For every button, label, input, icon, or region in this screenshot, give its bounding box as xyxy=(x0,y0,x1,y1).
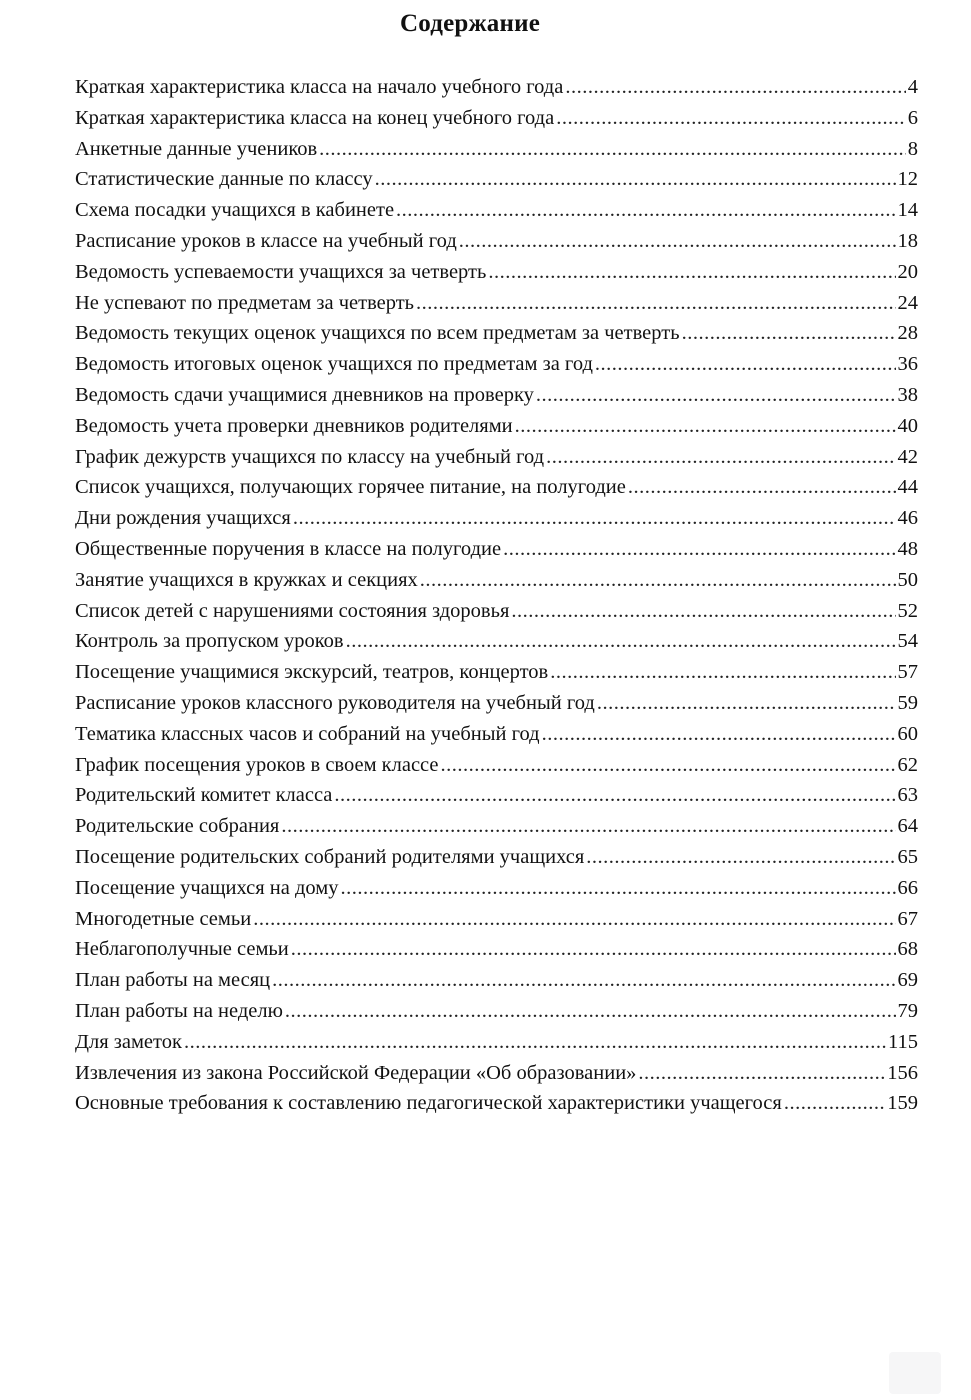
toc-entry[interactable] xyxy=(75,1027,918,1058)
toc-entry-title: Тематика классных часов и собраний на учебный год xyxy=(75,722,540,745)
dot-leader xyxy=(556,103,906,134)
dot-leader xyxy=(319,134,906,165)
toc-entry-page-number: 50 xyxy=(897,568,918,591)
dot-leader xyxy=(341,873,896,904)
dot-leader xyxy=(285,996,896,1027)
toc-entry-title: Общественные поручения в классе на полугодие xyxy=(75,537,502,560)
toc-entry[interactable] xyxy=(75,719,918,750)
toc-entry[interactable] xyxy=(75,780,918,811)
toc-entry-page-number: 64 xyxy=(897,815,918,838)
dot-leader xyxy=(638,1058,885,1089)
toc-entry-title: Извлечения из закона Российской Федерации «Об образовании» xyxy=(75,1061,637,1084)
toc-entry-page-number: 79 xyxy=(897,999,918,1022)
dot-leader xyxy=(628,472,896,503)
toc-entry-page-number: 18 xyxy=(897,229,918,252)
toc-entry-title: Не успевают по предметам за четверть xyxy=(75,291,415,314)
toc-entry[interactable] xyxy=(75,1058,918,1089)
dot-leader xyxy=(503,534,895,565)
toc-entry-title: План работы на неделю xyxy=(75,999,283,1022)
toc-entry-page-number: 66 xyxy=(897,876,918,899)
toc-entry-title: Посещение учащихся на дому xyxy=(75,876,339,899)
toc-entry[interactable] xyxy=(75,503,918,534)
toc-entry-title: Ведомость текущих оценок учащихся по всем предметам за четверть xyxy=(75,322,680,345)
toc-entry-page-number: 12 xyxy=(897,168,918,191)
toc-entry-title: График посещения уроков в своем классе xyxy=(75,753,439,776)
toc-entry-page-number: 20 xyxy=(897,260,918,283)
toc-entry-title: График дежурств учащихся по классу на учебный год xyxy=(75,445,545,468)
toc-entry-page-number: 6 xyxy=(907,106,918,129)
toc-entry-title: Посещение родительских собраний родителями учащихся xyxy=(75,845,585,868)
dot-leader xyxy=(488,257,895,288)
dot-leader xyxy=(184,1027,886,1058)
toc-entry-title: План работы на месяц xyxy=(75,969,271,992)
toc-entry-page-number: 8 xyxy=(907,137,918,160)
toc-entry-page-number: 115 xyxy=(888,1030,918,1053)
toc-entry-title: Расписание уроков классного руководителя на учебный год xyxy=(75,691,595,714)
toc-entry-title: Неблагополучные семьи xyxy=(75,938,289,961)
toc-entry-page-number: 52 xyxy=(897,599,918,622)
toc-entry-page-number: 67 xyxy=(897,907,918,930)
toc-entry-page-number: 14 xyxy=(897,199,918,222)
toc-entry-page-number: 24 xyxy=(897,291,918,314)
toc-entry-page-number: 44 xyxy=(897,476,918,499)
dot-leader xyxy=(550,657,895,688)
toc-entry-page-number: 60 xyxy=(897,722,918,745)
dot-leader xyxy=(396,195,895,226)
toc-entry-page-number: 62 xyxy=(897,753,918,776)
toc-entry-title: Ведомость сдачи учащимися дневников на проверку xyxy=(75,383,534,406)
toc-entry-title: Список детей с нарушениями состояния здоровья xyxy=(75,599,510,622)
toc-entry[interactable] xyxy=(75,657,918,688)
toc-entry[interactable] xyxy=(75,688,918,719)
toc-entry[interactable] xyxy=(75,134,918,165)
dot-leader xyxy=(546,442,895,473)
toc-entry-title: Краткая характеристика класса на начало учебного года xyxy=(75,76,564,98)
toc-entry-page-number: 65 xyxy=(897,845,918,868)
toc-entry-title: Ведомость итоговых оценок учащихся по предметам за год xyxy=(75,353,593,376)
toc-entry[interactable] xyxy=(75,565,918,596)
toc-entry-title: Многодетные семьи xyxy=(75,907,252,930)
corner-watermark xyxy=(889,1352,941,1394)
dot-leader xyxy=(253,904,895,935)
toc-entry-page-number: 68 xyxy=(897,938,918,961)
toc-entry[interactable] xyxy=(75,934,918,965)
dot-leader xyxy=(281,811,895,842)
dot-leader xyxy=(291,934,896,965)
toc-entry[interactable] xyxy=(75,626,918,657)
toc-entry[interactable] xyxy=(75,195,918,226)
toc-entry[interactable] xyxy=(75,842,918,873)
dot-leader xyxy=(293,503,896,534)
toc-entry[interactable] xyxy=(75,103,918,134)
toc-entry[interactable] xyxy=(75,257,918,288)
dot-leader xyxy=(515,411,896,442)
toc-entry-page-number: 69 xyxy=(897,969,918,992)
toc-entry-title: Список учащихся, получающих горячее питание, на полугодие xyxy=(75,476,626,499)
dot-leader xyxy=(420,565,896,596)
toc-entry-page-number: 159 xyxy=(887,1092,918,1115)
dot-leader xyxy=(784,1088,885,1119)
toc-entry[interactable] xyxy=(75,72,918,103)
table-of-contents xyxy=(75,72,918,1119)
dot-leader xyxy=(536,380,896,411)
toc-entry-page-number: 42 xyxy=(897,445,918,468)
toc-entry[interactable] xyxy=(75,380,918,411)
toc-entry-page-number: 38 xyxy=(897,383,918,406)
dot-leader xyxy=(416,288,895,319)
dot-leader xyxy=(272,965,895,996)
toc-entry-page-number: 156 xyxy=(887,1061,918,1084)
toc-entry-title: Краткая характеристика класса на конец учебного года xyxy=(75,106,555,129)
toc-entry-title: Родительские собрания xyxy=(75,815,280,838)
toc-entry-page-number: 63 xyxy=(897,784,918,807)
toc-entry-title: Для заметок xyxy=(75,1030,182,1053)
toc-entry-page-number: 28 xyxy=(897,322,918,345)
toc-entry-title: Посещение учащимися экскурсий, театров, концертов xyxy=(75,661,549,684)
toc-entry-page-number: 36 xyxy=(897,353,918,376)
toc-entry[interactable] xyxy=(75,534,918,565)
dot-leader xyxy=(682,318,896,349)
dot-leader xyxy=(375,164,896,195)
toc-entry-title: Контроль за пропуском уроков xyxy=(75,630,344,653)
dot-leader xyxy=(542,719,896,750)
toc-entry-title: Ведомость успеваемости учащихся за четверть xyxy=(75,260,487,283)
dot-leader xyxy=(346,626,896,657)
toc-entry[interactable] xyxy=(75,904,918,935)
toc-entry-title: Родительский комитет класса xyxy=(75,784,333,807)
toc-entry-page-number: 59 xyxy=(897,691,918,714)
toc-entry[interactable] xyxy=(75,1088,918,1119)
toc-entry-title: Ведомость учета проверки дневников родителями xyxy=(75,414,513,437)
toc-entry[interactable] xyxy=(75,472,918,503)
toc-entry[interactable] xyxy=(75,965,918,996)
dot-leader xyxy=(441,750,896,781)
toc-entry-page-number: 54 xyxy=(897,630,918,653)
toc-entry[interactable] xyxy=(75,411,918,442)
toc-entry[interactable] xyxy=(75,596,918,627)
toc-entry-page-number: 48 xyxy=(897,537,918,560)
toc-entry-title: Занятие учащихся в кружках и секциях xyxy=(75,568,418,591)
page-title: Содержание xyxy=(399,10,540,37)
toc-entry-title: Основные требования к составлению педагогической характеристики учащегося xyxy=(75,1092,782,1115)
toc-entry-title: Статистические данные по классу xyxy=(75,168,373,191)
dot-leader xyxy=(565,72,905,103)
dot-leader xyxy=(595,349,896,380)
dot-leader xyxy=(334,780,895,811)
toc-entry[interactable] xyxy=(75,750,918,781)
toc-entry-title: Расписание уроков в классе на учебный год xyxy=(75,229,457,252)
toc-entry[interactable] xyxy=(75,318,918,349)
toc-entry[interactable] xyxy=(75,164,918,195)
toc-entry-title: Дни рождения учащихся xyxy=(75,507,291,530)
dot-leader xyxy=(586,842,895,873)
dot-leader xyxy=(511,596,895,627)
toc-entry[interactable] xyxy=(75,811,918,842)
toc-entry-title: Анкетные данные учеников xyxy=(75,137,318,160)
toc-entry[interactable] xyxy=(75,996,918,1027)
toc-entry-page-number: 4 xyxy=(907,76,918,98)
toc-entry[interactable] xyxy=(75,873,918,904)
toc-entry[interactable] xyxy=(75,349,918,380)
dot-leader xyxy=(597,688,896,719)
toc-entry-page-number: 40 xyxy=(897,414,918,437)
toc-entry[interactable] xyxy=(75,288,918,319)
toc-entry-page-number: 57 xyxy=(897,661,918,684)
dot-leader xyxy=(459,226,896,257)
toc-entry[interactable] xyxy=(75,226,918,257)
toc-entry-page-number: 46 xyxy=(897,507,918,530)
toc-entry[interactable] xyxy=(75,442,918,473)
toc-entry-title: Схема посадки учащихся в кабинете xyxy=(75,199,395,222)
